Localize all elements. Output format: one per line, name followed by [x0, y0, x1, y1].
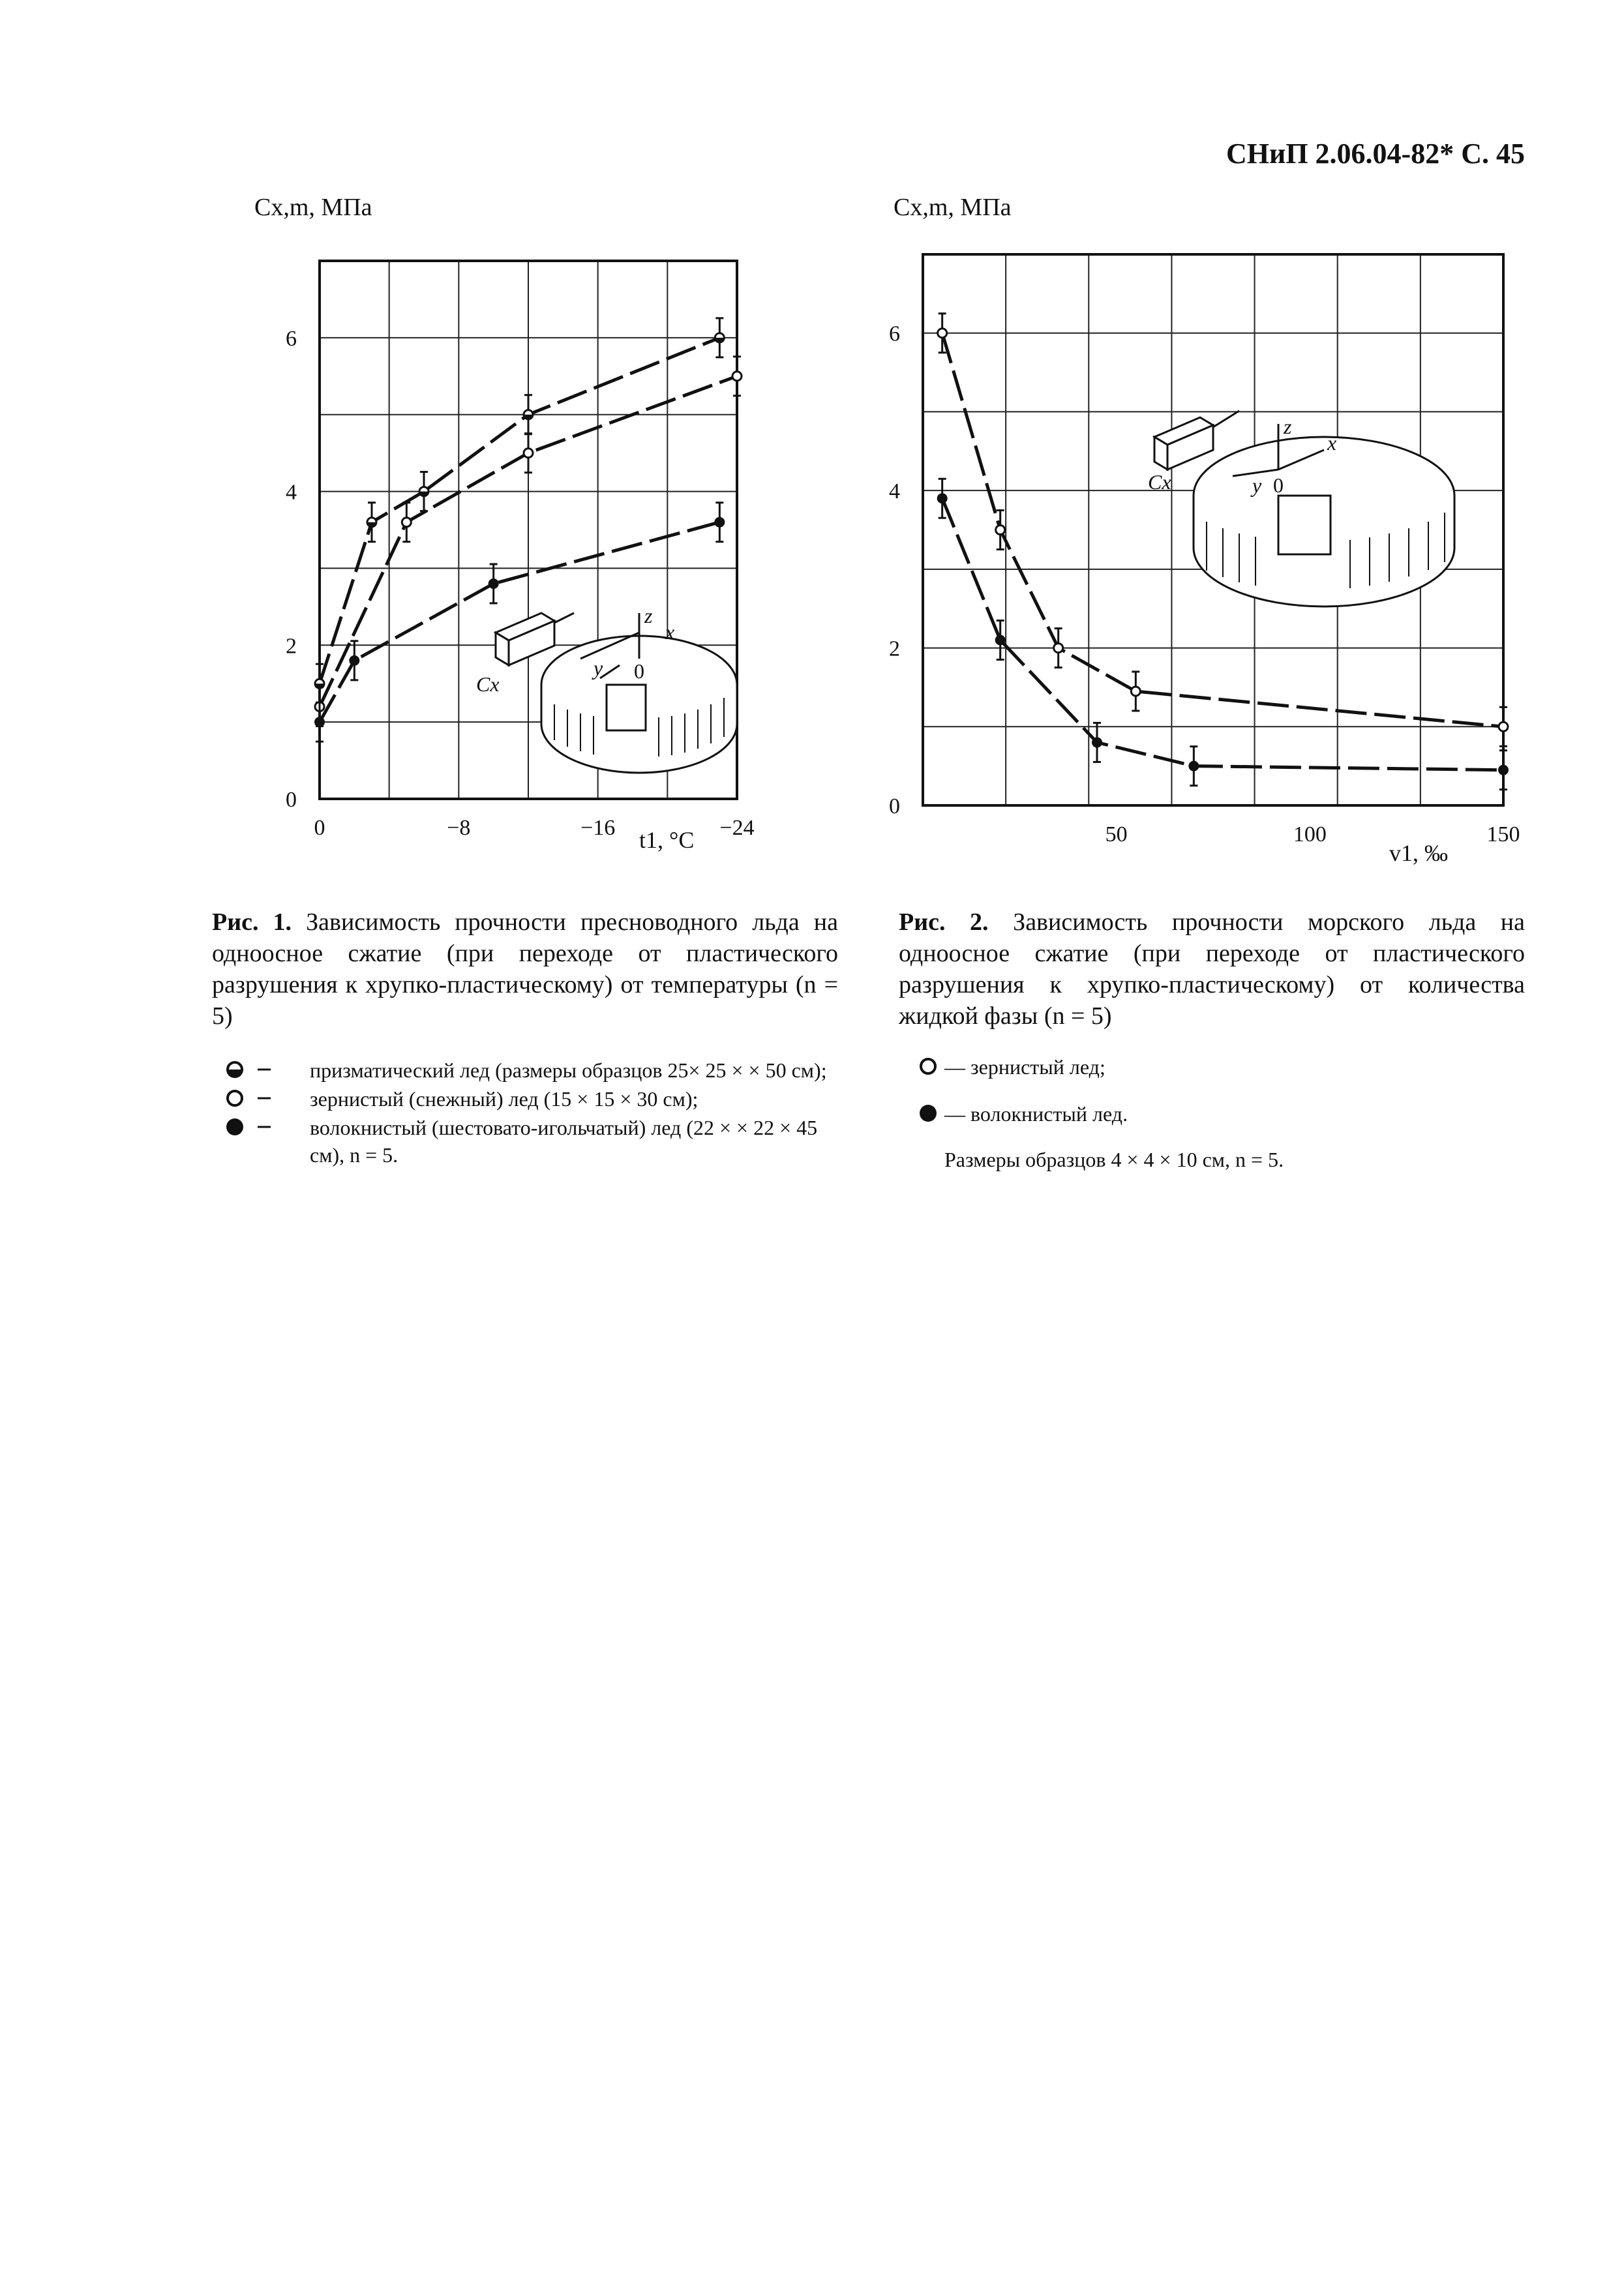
data-point: [938, 329, 947, 338]
open-marker-icon: [918, 1053, 944, 1079]
chart-2-inset: [1148, 411, 1454, 606]
data-point: [732, 372, 742, 381]
figure-2-legend: [918, 1053, 1505, 1128]
data-point: [1498, 765, 1509, 775]
inset-label-x: x: [665, 620, 675, 644]
inset2-label-x: x: [1327, 431, 1337, 455]
figure-2-caption-bold: Рис. 2.: [899, 908, 989, 936]
data-point: [714, 517, 725, 528]
x-tick-label: 50: [1105, 822, 1128, 846]
x-tick-label: 100: [1293, 822, 1327, 846]
y-tick-label: 6: [286, 326, 297, 351]
y-tick-label: 0: [889, 794, 900, 818]
legend-item: волокнистый (шестовато-игольчатый) лед (22 × × 22 × 45 см), n = 5.: [225, 1114, 845, 1169]
chart-2: [867, 189, 1552, 906]
filled-marker-icon: [918, 1100, 944, 1126]
inset2-label-z: z: [1284, 415, 1292, 438]
figure-2-sizes-note: Размеры образцов 4 × 4 × 10 см, n = 5.: [944, 1148, 1284, 1171]
y-tick-label: 6: [889, 322, 900, 346]
data-point: [937, 493, 948, 503]
data-point: [349, 655, 359, 666]
chart-1-inset: [476, 604, 737, 773]
figure-1-caption-bold: Рис. 1.: [212, 908, 292, 936]
page-header: СНиП 2.06.04-82* С. 45: [1226, 138, 1525, 170]
half-filled-marker-icon: [225, 1056, 290, 1083]
data-point: [995, 635, 1006, 646]
data-point: [402, 518, 411, 527]
inset-label-z: z: [644, 604, 653, 627]
figure-2-caption: [899, 906, 1525, 1032]
x-tick-label: 150: [1486, 822, 1520, 846]
data-point: [1092, 737, 1102, 747]
data-point: [489, 578, 499, 589]
chart-1-ylabel: Cx,m, МПа: [254, 194, 372, 221]
data-point: [1188, 761, 1199, 771]
data-point: [524, 449, 533, 458]
data-point: [314, 717, 325, 727]
data-point: [1054, 644, 1063, 653]
legend-item: — волокнистый лед.: [918, 1100, 1505, 1128]
chart-2-xlabel: v1, ‰: [1389, 840, 1448, 866]
figure-1-caption: [212, 906, 838, 1032]
legend-item: призматический лед (размеры образцов 25× 25 × × 50 см);: [225, 1056, 845, 1084]
figure-1-caption-text: Зависимость прочности пресноводного льда на одноосное сжатие (при переходе от пластического разрушения к хрупко-пластическому) от температуры (n = 5): [212, 908, 838, 1030]
legend-item: — зернистый лед;: [918, 1053, 1505, 1081]
x-tick-label: −16: [580, 816, 616, 840]
inset2-label-cx: Cx: [1148, 470, 1171, 494]
legend-item: зернистый (снежный) лед (15 × 15 × 30 см);: [225, 1085, 845, 1113]
x-tick-label: 0: [314, 816, 325, 840]
data-point: [1131, 687, 1140, 696]
data-point: [996, 526, 1005, 535]
chart-1: [196, 189, 783, 906]
x-tick-label: −24: [719, 816, 755, 840]
filled-marker-icon: [225, 1114, 290, 1140]
figure-2-caption-text: Зависимость прочности морского льда на одноосное сжатие (при переходе от пластического разрушения к хрупко-пластическому) от количества жидкой фазы (n = 5): [899, 908, 1526, 1030]
y-tick-label: 2: [286, 634, 297, 659]
x-tick-label: −8: [447, 816, 471, 840]
inset-slot: [607, 685, 646, 730]
open-marker-icon: [225, 1085, 290, 1111]
chart-2-ylabel: Cx,m, МПа: [894, 194, 1012, 221]
chart-1-xlabel: t1, °C: [639, 827, 695, 853]
figure-1-legend: [225, 1056, 845, 1169]
inset-label-y: y: [594, 656, 603, 680]
inset-label-cx: Cx: [476, 672, 500, 696]
y-tick-label: 4: [286, 480, 297, 505]
y-tick-label: 2: [889, 636, 900, 661]
inset2-label-y: y: [1252, 473, 1262, 497]
y-tick-label: 0: [286, 788, 297, 812]
data-point: [1499, 722, 1508, 731]
y-tick-label: 4: [889, 479, 900, 504]
inset2-label-0: 0: [1273, 473, 1284, 497]
inset-label-0: 0: [634, 659, 644, 683]
